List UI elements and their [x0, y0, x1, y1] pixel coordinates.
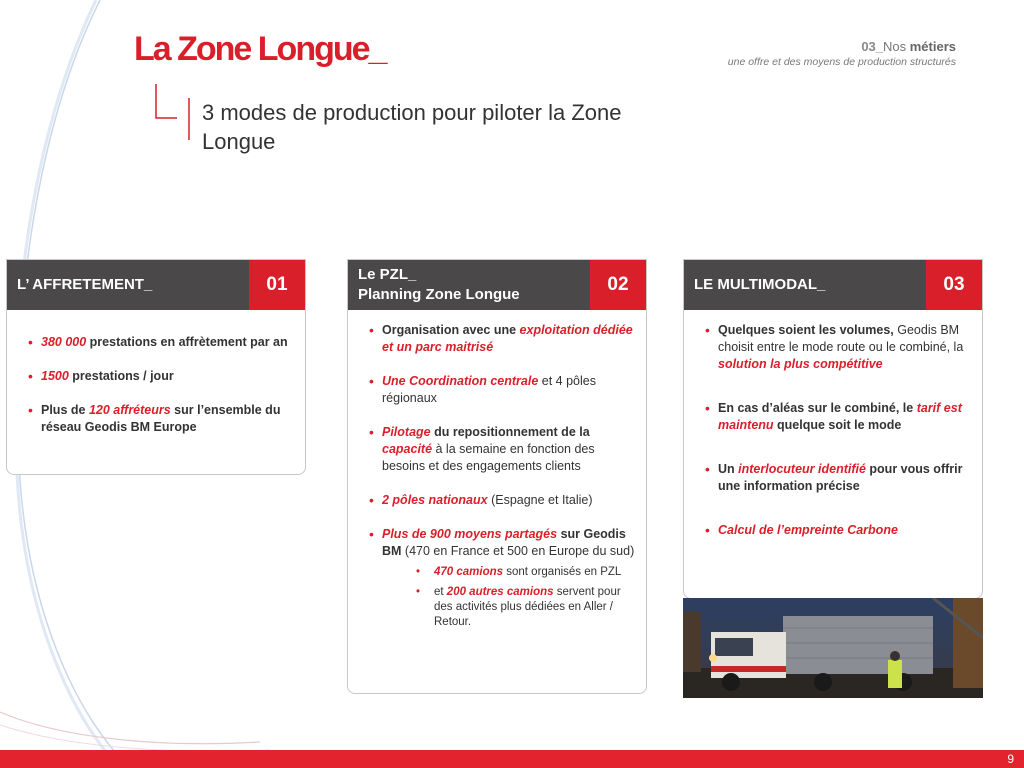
sub-list-item: • 470 camions sont organisés en PZL — [382, 565, 640, 580]
list-item: • Pilotage du repositionnement de la capacité à la semaine en fonction des besoins et des engagements clients — [366, 424, 640, 475]
sub-list-item: • et 200 autres camions servent pour des activités plus dédiées en Aller / Retour. — [382, 585, 640, 630]
list-item: • Plus de 900 moyens partagés sur Geodis BM (470 en France et 500 en Europe du sud) • 470 camions sont organisés en PZL • et 200 autres camions servent pour des activités plus dédiées en Aller / Retour. — [366, 526, 640, 630]
footer-bar — [0, 750, 1024, 768]
card-affretement — [6, 259, 306, 475]
section-info — [728, 39, 956, 68]
list-item: • Un interlocuteur identifié pour vous offrir une information précise — [702, 461, 972, 495]
card-subtitle: Planning Zone Longue — [358, 286, 520, 303]
sub-list — [382, 565, 640, 630]
card-title: L’ AFFRETEMENT_ — [17, 276, 153, 293]
list-item: • Calcul de l’empreinte Carbone — [702, 522, 972, 539]
card-list — [25, 334, 293, 453]
card-number: 02 — [590, 260, 646, 310]
list-item: • 1500 prestations / jour — [25, 368, 293, 385]
section-name: métiers — [909, 39, 956, 54]
card-header — [684, 260, 928, 310]
card-multimodal — [683, 259, 983, 599]
list-item: • En cas d’aléas sur le combiné, le tarif est maintenu quelque soit le mode — [702, 400, 972, 434]
card-title: Le PZL_ — [358, 266, 417, 283]
card-header — [7, 260, 251, 310]
card-list — [366, 322, 640, 647]
truck-photo — [683, 598, 983, 698]
list-item: • Plus de 120 affréteurs sur l’ensemble du réseau Geodis BM Europe — [25, 402, 293, 436]
list-item: • 2 pôles nationaux (Espagne et Italie) — [366, 492, 640, 509]
section-number: 03_ — [861, 39, 884, 54]
section-prefix: Nos — [883, 39, 910, 54]
slide-heading: 3 modes de production pour piloter la Zone Longue — [202, 100, 622, 154]
page-number: 9 — [1007, 752, 1014, 766]
page-title: La Zone Longue_ — [134, 30, 386, 68]
list-item: • Une Coordination centrale et 4 pôles régionaux — [366, 373, 640, 407]
section-subtitle: une offre et des moyens de production structurés — [727, 56, 956, 68]
card-number: 03 — [926, 260, 982, 310]
card-list — [702, 322, 972, 556]
list-item: • 380 000 prestations en affrètement par an — [25, 334, 293, 351]
card-pzl — [347, 259, 647, 694]
list-item: • Organisation avec une exploitation dédiée et un parc maitrisé — [366, 322, 640, 356]
card-title: LE MULTIMODAL_ — [694, 276, 826, 293]
list-item: • Quelques soient les volumes, Geodis BM choisit entre le mode route ou le combiné, la solution la plus compétitive — [702, 322, 972, 373]
card-number: 01 — [249, 260, 305, 310]
card-header — [348, 260, 592, 310]
heading-bracket — [155, 84, 191, 144]
